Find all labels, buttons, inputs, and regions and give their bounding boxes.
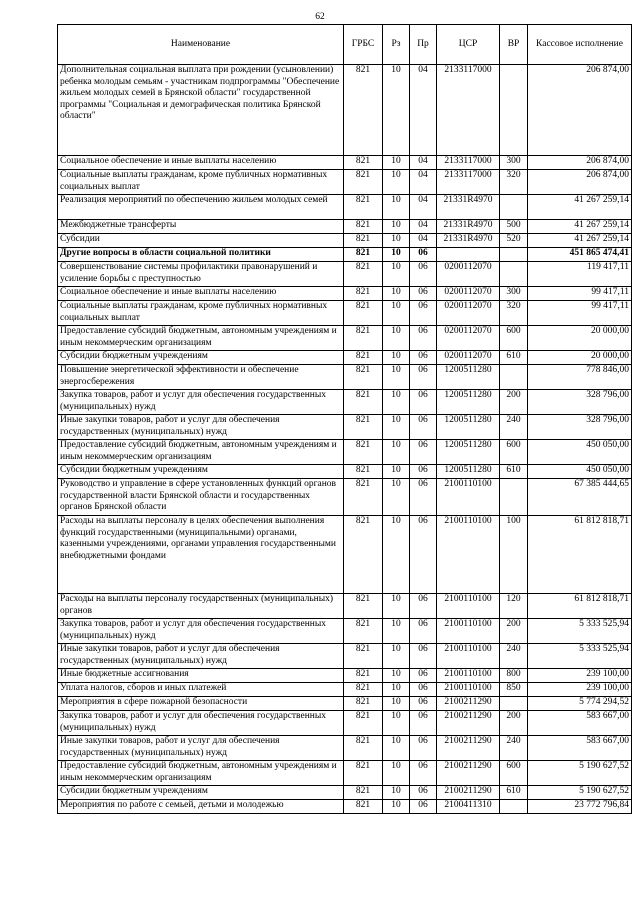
cell-amount: 583 667,00	[528, 736, 632, 761]
header-name: Наименование	[58, 25, 344, 65]
cell-rz: 10	[383, 234, 410, 248]
cell-csr: 2133117000	[437, 65, 500, 156]
cell-csr: 21331R4970	[437, 195, 500, 220]
cell-grbs: 821	[344, 287, 383, 301]
cell-pr: 04	[410, 65, 437, 156]
cell-name: Закупка товаров, работ и услуг для обеспечения государственных (муниципальных) нужд	[58, 711, 344, 736]
cell-rz: 10	[383, 479, 410, 516]
cell-amount: 328 796,00	[528, 390, 632, 415]
cell-pr: 06	[410, 736, 437, 761]
cell-pr: 06	[410, 683, 437, 697]
table-row	[58, 683, 632, 697]
cell-name: Закупка товаров, работ и услуг для обеспечения государственных (муниципальных) нужд	[58, 390, 344, 415]
cell-name: Уплата налогов, сборов и иных платежей	[58, 683, 344, 697]
cell-amount: 41 267 259,14	[528, 220, 632, 234]
header-pr: Пр	[410, 25, 437, 65]
cell-name: Социальное обеспечение и иные выплаты населению	[58, 156, 344, 170]
cell-pr: 06	[410, 248, 437, 262]
cell-vr: 520	[500, 234, 528, 248]
cell-rz: 10	[383, 465, 410, 479]
cell-amount: 206 874,00	[528, 170, 632, 195]
cell-rz: 10	[383, 711, 410, 736]
cell-pr: 06	[410, 287, 437, 301]
cell-rz: 10	[383, 761, 410, 786]
cell-name: Субсидии	[58, 234, 344, 248]
cell-csr: 2100211290	[437, 736, 500, 761]
cell-pr: 04	[410, 234, 437, 248]
cell-name: Дополнительная социальная выплата при рождении (усыновлении) ребенка молодым семьям - участникам подпрограммы "Обеспечение жильем молодых семей в Брянской области" государственной программы "Социальная и демографическая политика Брянской области"	[58, 65, 344, 156]
cell-amount: 450 050,00	[528, 440, 632, 465]
cell-grbs: 821	[344, 195, 383, 220]
cell-grbs: 821	[344, 170, 383, 195]
cell-amount: 61 812 818,71	[528, 594, 632, 619]
table-row	[58, 669, 632, 683]
cell-pr: 06	[410, 594, 437, 619]
cell-vr: 240	[500, 644, 528, 669]
table-row	[58, 465, 632, 479]
cell-name: Расходы на выплаты персоналу в целях обеспечения выполнения функций государственными (муниципальными) органами, казенными учреждениями, органами управления государственными внебюджетными фондами	[58, 516, 344, 594]
cell-csr: 1200511280	[437, 415, 500, 440]
cell-rz: 10	[383, 351, 410, 365]
cell-name: Социальное обеспечение и иные выплаты населению	[58, 287, 344, 301]
cell-rz: 10	[383, 594, 410, 619]
cell-rz: 10	[383, 262, 410, 287]
cell-vr: 300	[500, 287, 528, 301]
cell-amount: 5 190 627,52	[528, 786, 632, 800]
cell-rz: 10	[383, 365, 410, 390]
cell-amount: 451 865 474,41	[528, 248, 632, 262]
cell-rz: 10	[383, 170, 410, 195]
header-row	[58, 25, 632, 65]
cell-name: Иные закупки товаров, работ и услуг для обеспечения государственных (муниципальных) нужд	[58, 644, 344, 669]
cell-pr: 06	[410, 465, 437, 479]
cell-pr: 04	[410, 220, 437, 234]
cell-vr	[500, 479, 528, 516]
cell-grbs: 821	[344, 619, 383, 644]
cell-pr: 06	[410, 644, 437, 669]
cell-grbs: 821	[344, 248, 383, 262]
cell-csr: 2100211290	[437, 697, 500, 711]
cell-rz: 10	[383, 619, 410, 644]
cell-vr: 600	[500, 326, 528, 351]
cell-csr: 21331R4970	[437, 220, 500, 234]
cell-pr: 06	[410, 711, 437, 736]
cell-vr: 610	[500, 786, 528, 800]
cell-grbs: 821	[344, 465, 383, 479]
cell-grbs: 821	[344, 156, 383, 170]
cell-amount: 206 874,00	[528, 156, 632, 170]
cell-grbs: 821	[344, 516, 383, 594]
cell-vr: 200	[500, 390, 528, 415]
table-row	[58, 619, 632, 644]
cell-vr: 320	[500, 301, 528, 326]
cell-name: Расходы на выплаты персоналу государственных (муниципальных) органов	[58, 594, 344, 619]
cell-grbs: 821	[344, 351, 383, 365]
cell-vr: 320	[500, 170, 528, 195]
cell-grbs: 821	[344, 440, 383, 465]
cell-csr: 2100211290	[437, 786, 500, 800]
cell-name: Субсидии бюджетным учреждениям	[58, 786, 344, 800]
cell-grbs: 821	[344, 800, 383, 814]
cell-amount: 20 000,00	[528, 351, 632, 365]
cell-amount: 23 772 796,84	[528, 800, 632, 814]
table-row	[58, 65, 632, 156]
table-row	[58, 156, 632, 170]
cell-grbs: 821	[344, 479, 383, 516]
cell-csr: 1200511280	[437, 365, 500, 390]
table-row	[58, 170, 632, 195]
cell-amount: 5 190 627,52	[528, 761, 632, 786]
table-row	[58, 301, 632, 326]
cell-grbs: 821	[344, 594, 383, 619]
header-grbs: ГРБС	[344, 25, 383, 65]
table-row	[58, 195, 632, 220]
cell-vr: 200	[500, 619, 528, 644]
table-row	[58, 234, 632, 248]
cell-csr: 1200511280	[437, 440, 500, 465]
cell-pr: 06	[410, 761, 437, 786]
cell-name: Повышение энергетической эффективности и обеспечение энергосбережения	[58, 365, 344, 390]
cell-pr: 06	[410, 786, 437, 800]
table-row	[58, 351, 632, 365]
cell-name: Предоставление субсидий бюджетным, автономным учреждениям и иным некоммерческим организациям	[58, 326, 344, 351]
cell-csr: 0200112070	[437, 287, 500, 301]
table-row	[58, 516, 632, 594]
cell-csr: 2100110100	[437, 669, 500, 683]
cell-csr: 1200511280	[437, 390, 500, 415]
cell-pr: 06	[410, 415, 437, 440]
cell-pr: 06	[410, 351, 437, 365]
cell-grbs: 821	[344, 301, 383, 326]
cell-vr: 200	[500, 711, 528, 736]
cell-grbs: 821	[344, 390, 383, 415]
cell-vr: 240	[500, 415, 528, 440]
cell-amount: 778 846,00	[528, 365, 632, 390]
cell-csr: 2100211290	[437, 761, 500, 786]
cell-name: Мероприятия в сфере пожарной безопасности	[58, 697, 344, 711]
cell-csr: 1200511280	[437, 465, 500, 479]
cell-grbs: 821	[344, 683, 383, 697]
cell-pr: 06	[410, 390, 437, 415]
cell-csr: 2100211290	[437, 711, 500, 736]
cell-vr	[500, 248, 528, 262]
table-row	[58, 262, 632, 287]
cell-vr: 120	[500, 594, 528, 619]
cell-amount: 206 874,00	[528, 65, 632, 156]
table-row	[58, 644, 632, 669]
table-row	[58, 365, 632, 390]
cell-name: Иные закупки товаров, работ и услуг для обеспечения государственных (муниципальных) нужд	[58, 415, 344, 440]
header-csr: ЦСР	[437, 25, 500, 65]
cell-name: Иные закупки товаров, работ и услуг для обеспечения государственных (муниципальных) нужд	[58, 736, 344, 761]
cell-amount: 119 417,11	[528, 262, 632, 287]
header-rz: Рз	[383, 25, 410, 65]
table-row	[58, 800, 632, 814]
cell-rz: 10	[383, 415, 410, 440]
budget-table	[57, 24, 632, 814]
cell-name: Предоставление субсидий бюджетным, автономным учреждениям и иным некоммерческим организациям	[58, 761, 344, 786]
cell-amount: 61 812 818,71	[528, 516, 632, 594]
cell-csr: 2133117000	[437, 170, 500, 195]
cell-csr: 0200112070	[437, 351, 500, 365]
cell-amount: 99 417,11	[528, 287, 632, 301]
cell-vr	[500, 195, 528, 220]
table-row	[58, 711, 632, 736]
cell-rz: 10	[383, 697, 410, 711]
cell-rz: 10	[383, 800, 410, 814]
cell-rz: 10	[383, 390, 410, 415]
cell-vr: 240	[500, 736, 528, 761]
cell-grbs: 821	[344, 697, 383, 711]
cell-name: Реализация мероприятий по обеспечению жильем молодых семей	[58, 195, 344, 220]
cell-grbs: 821	[344, 326, 383, 351]
cell-amount: 67 385 444,65	[528, 479, 632, 516]
cell-grbs: 821	[344, 65, 383, 156]
cell-rz: 10	[383, 301, 410, 326]
cell-amount: 450 050,00	[528, 465, 632, 479]
cell-pr: 06	[410, 262, 437, 287]
cell-pr: 04	[410, 156, 437, 170]
cell-rz: 10	[383, 669, 410, 683]
table-row	[58, 594, 632, 619]
cell-vr: 610	[500, 351, 528, 365]
table-row	[58, 287, 632, 301]
header-amount: Кассовое исполнение	[528, 25, 632, 65]
cell-amount: 239 100,00	[528, 683, 632, 697]
cell-name: Другие вопросы в области социальной политики	[58, 248, 344, 262]
cell-vr: 800	[500, 669, 528, 683]
page-number: 62	[315, 12, 325, 22]
cell-name: Совершенствование системы профилактики правонарушений и усиление борьбы с преступностью	[58, 262, 344, 287]
cell-vr	[500, 365, 528, 390]
cell-amount: 41 267 259,14	[528, 195, 632, 220]
cell-csr: 2100110100	[437, 594, 500, 619]
cell-csr: 2100110100	[437, 619, 500, 644]
cell-csr: 0200112070	[437, 262, 500, 287]
cell-rz: 10	[383, 65, 410, 156]
cell-amount: 41 267 259,14	[528, 234, 632, 248]
cell-vr: 500	[500, 220, 528, 234]
cell-grbs: 821	[344, 669, 383, 683]
table-row	[58, 786, 632, 800]
table-row	[58, 415, 632, 440]
cell-vr: 300	[500, 156, 528, 170]
cell-grbs: 821	[344, 365, 383, 390]
cell-vr: 610	[500, 465, 528, 479]
cell-pr: 06	[410, 301, 437, 326]
cell-amount: 5 774 294,52	[528, 697, 632, 711]
cell-rz: 10	[383, 440, 410, 465]
table-row	[58, 761, 632, 786]
cell-name: Закупка товаров, работ и услуг для обеспечения государственных (муниципальных) нужд	[58, 619, 344, 644]
cell-name: Субсидии бюджетным учреждениям	[58, 465, 344, 479]
table-row	[58, 390, 632, 415]
cell-rz: 10	[383, 326, 410, 351]
cell-name: Социальные выплаты гражданам, кроме публичных нормативных социальных выплат	[58, 301, 344, 326]
cell-csr: 2100110100	[437, 479, 500, 516]
cell-rz: 10	[383, 516, 410, 594]
cell-grbs: 821	[344, 262, 383, 287]
cell-csr: 2100110100	[437, 516, 500, 594]
table-row	[58, 248, 632, 262]
cell-pr: 06	[410, 516, 437, 594]
cell-rz: 10	[383, 287, 410, 301]
header-vr: ВР	[500, 25, 528, 65]
cell-grbs: 821	[344, 786, 383, 800]
cell-grbs: 821	[344, 220, 383, 234]
cell-grbs: 821	[344, 761, 383, 786]
cell-name: Межбюджетные трансферты	[58, 220, 344, 234]
cell-csr: 2100110100	[437, 683, 500, 697]
cell-rz: 10	[383, 736, 410, 761]
cell-csr: 2100411310	[437, 800, 500, 814]
cell-vr	[500, 800, 528, 814]
cell-amount: 328 796,00	[528, 415, 632, 440]
cell-rz: 10	[383, 248, 410, 262]
cell-vr: 850	[500, 683, 528, 697]
table-row	[58, 736, 632, 761]
cell-pr: 06	[410, 697, 437, 711]
cell-vr	[500, 65, 528, 156]
cell-pr: 06	[410, 619, 437, 644]
cell-grbs: 821	[344, 711, 383, 736]
cell-amount: 99 417,11	[528, 301, 632, 326]
cell-name: Предоставление субсидий бюджетным, автономным учреждениям и иным некоммерческим организациям	[58, 440, 344, 465]
cell-rz: 10	[383, 683, 410, 697]
table-row	[58, 326, 632, 351]
cell-pr: 06	[410, 326, 437, 351]
cell-name: Мероприятия по работе с семьей, детьми и молодежью	[58, 800, 344, 814]
cell-name: Руководство и управление в сфере установленных функций органов государственной власти Брянской области и государственных органов Брянской области	[58, 479, 344, 516]
cell-rz: 10	[383, 156, 410, 170]
cell-amount: 5 333 525,94	[528, 619, 632, 644]
cell-pr: 06	[410, 669, 437, 683]
cell-amount: 20 000,00	[528, 326, 632, 351]
cell-name: Иные бюджетные ассигнования	[58, 669, 344, 683]
cell-grbs: 821	[344, 736, 383, 761]
cell-amount: 239 100,00	[528, 669, 632, 683]
cell-grbs: 821	[344, 234, 383, 248]
cell-rz: 10	[383, 786, 410, 800]
cell-vr	[500, 262, 528, 287]
table-row	[58, 697, 632, 711]
cell-pr: 06	[410, 800, 437, 814]
cell-vr: 600	[500, 761, 528, 786]
cell-rz: 10	[383, 644, 410, 669]
cell-csr: 2100110100	[437, 644, 500, 669]
cell-pr: 06	[410, 479, 437, 516]
table-row	[58, 220, 632, 234]
cell-vr: 100	[500, 516, 528, 594]
cell-name: Социальные выплаты гражданам, кроме публичных нормативных социальных выплат	[58, 170, 344, 195]
cell-pr: 06	[410, 440, 437, 465]
cell-vr	[500, 697, 528, 711]
cell-csr: 0200112070	[437, 301, 500, 326]
cell-csr: 0200112070	[437, 326, 500, 351]
cell-csr	[437, 248, 500, 262]
table-row	[58, 479, 632, 516]
table-row	[58, 440, 632, 465]
cell-rz: 10	[383, 195, 410, 220]
cell-grbs: 821	[344, 644, 383, 669]
cell-amount: 5 333 525,94	[528, 644, 632, 669]
cell-pr: 06	[410, 365, 437, 390]
cell-amount: 583 667,00	[528, 711, 632, 736]
cell-pr: 04	[410, 195, 437, 220]
cell-rz: 10	[383, 220, 410, 234]
cell-csr: 2133117000	[437, 156, 500, 170]
cell-vr: 600	[500, 440, 528, 465]
cell-grbs: 821	[344, 415, 383, 440]
cell-name: Субсидии бюджетным учреждениям	[58, 351, 344, 365]
cell-csr: 21331R4970	[437, 234, 500, 248]
cell-pr: 04	[410, 170, 437, 195]
